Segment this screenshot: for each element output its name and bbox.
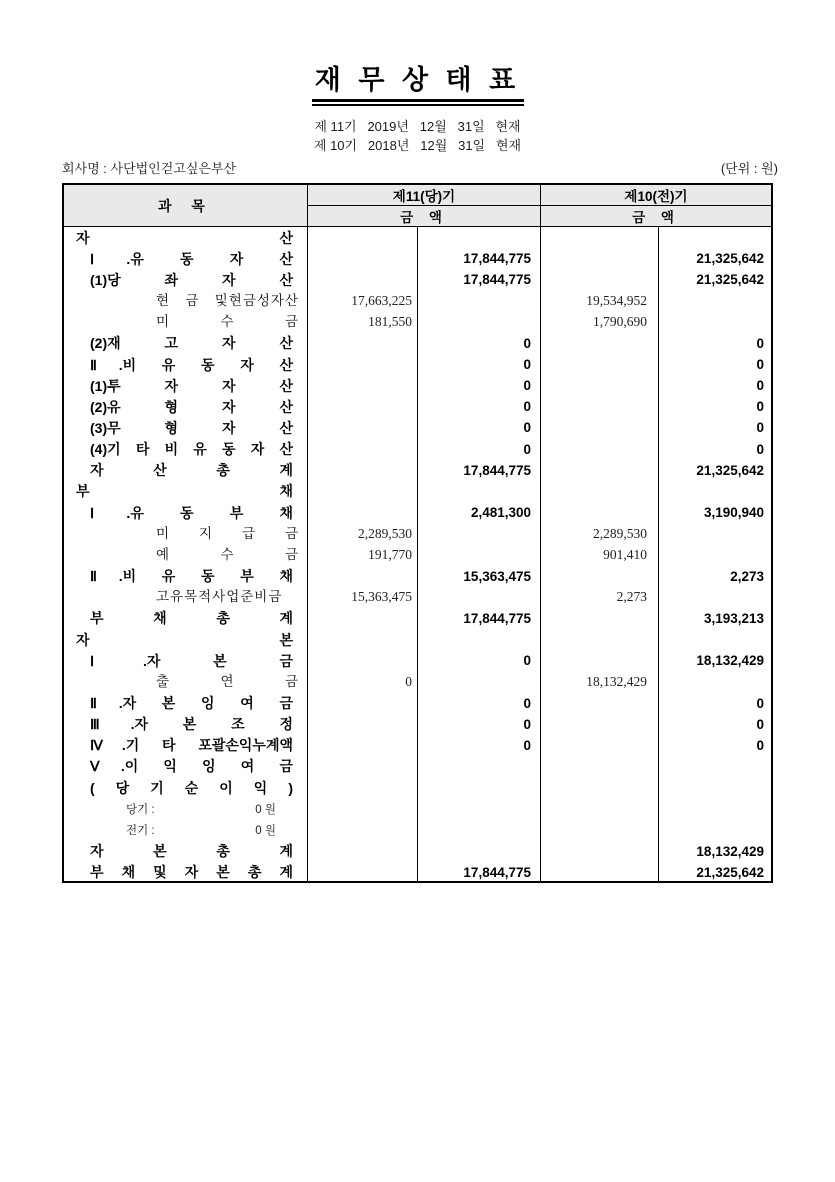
current-detail-cell [308, 692, 418, 713]
account-cell [64, 290, 308, 311]
account-label: Ⅱ.자 본 잉 여 금 [90, 695, 293, 712]
table-row [64, 354, 771, 375]
account-label: Ⅴ.이 익 잉 여 금 [90, 758, 293, 775]
current-detail-cell [308, 375, 418, 396]
current-detail-cell [308, 523, 418, 544]
account-cell [64, 587, 308, 608]
account-label: 부 채 총 계 [90, 610, 293, 627]
current-total-cell [418, 396, 541, 417]
net-income-note [64, 801, 307, 817]
current-detail-cell [308, 502, 418, 523]
prior-total-cell [659, 587, 771, 608]
prior-total-cell [659, 354, 771, 375]
current-detail-cell [308, 862, 418, 883]
table-row [64, 502, 771, 523]
table-row [64, 460, 771, 481]
amount-value: 0 [523, 653, 531, 669]
account-label: (3)무 형 자 산 [90, 419, 293, 436]
prior-period-header: 제10(전)기 [541, 185, 771, 206]
current-total-cell [418, 460, 541, 481]
account-cell [64, 523, 308, 544]
amount-value: 0 [756, 357, 764, 373]
prior-detail-cell [541, 544, 659, 565]
account-cell [64, 333, 308, 354]
account-label: (1)당 좌 자 산 [90, 271, 293, 288]
current-detail-cell [308, 439, 418, 460]
meta-row [62, 158, 778, 177]
prior-detail-cell [541, 417, 659, 438]
account-label: 출 연 금 [156, 673, 299, 689]
prior-period-header-block [541, 185, 771, 226]
amount-value: 17,844,775 [463, 272, 531, 288]
amount-value: 0 [523, 716, 531, 732]
company-name: 회사명 : 사단법인걷고싶은부산 [62, 161, 237, 176]
account-label: Ⅰ.유 동 자 산 [90, 250, 293, 267]
current-total-cell [418, 566, 541, 587]
account-cell [64, 439, 308, 460]
current-detail-cell [308, 544, 418, 565]
current-detail-cell [308, 566, 418, 587]
account-label: 자 본 [76, 631, 293, 648]
amount-value: 191,770 [368, 546, 412, 562]
period-line-current: 제 11기 2019년 12월 31일 현재 [314, 119, 521, 134]
prior-total-cell [659, 396, 771, 417]
table-header [64, 185, 771, 227]
prior-detail-cell [541, 354, 659, 375]
prior-total-cell [659, 439, 771, 460]
prior-total-cell [659, 460, 771, 481]
amount-value: 0 [756, 378, 764, 394]
amount-value: 2,273 [730, 568, 764, 584]
current-detail-cell [308, 841, 418, 862]
prior-total-cell [659, 650, 771, 671]
prior-detail-cell [541, 460, 659, 481]
prior-detail-cell [541, 671, 659, 692]
amount-value: 901,410 [603, 546, 647, 562]
account-cell [64, 312, 308, 333]
current-total-cell [418, 439, 541, 460]
current-detail-cell [308, 671, 418, 692]
current-detail-cell [308, 756, 418, 777]
prior-detail-cell [541, 756, 659, 777]
account-cell [64, 777, 308, 798]
table-row [64, 841, 771, 862]
amount-value: 21,325,642 [696, 864, 764, 880]
current-detail-cell [308, 227, 418, 248]
amount-value: 0 [523, 441, 531, 457]
table-row [64, 650, 771, 671]
account-label: 미 수 금 [156, 314, 299, 330]
prior-total-cell [659, 312, 771, 333]
amount-value: 0 [756, 399, 764, 415]
prior-detail-cell [541, 608, 659, 629]
account-cell [64, 650, 308, 671]
amount-value: 0 [523, 357, 531, 373]
prior-detail-cell [541, 650, 659, 671]
current-detail-cell [308, 333, 418, 354]
account-label: 부 채 [76, 483, 293, 500]
prior-total-cell [659, 692, 771, 713]
amount-value: 181,550 [368, 314, 412, 330]
prior-detail-cell [541, 629, 659, 650]
account-cell [64, 714, 308, 735]
amount-value: 15,363,475 [351, 589, 412, 605]
current-detail-cell [308, 608, 418, 629]
current-detail-cell [308, 312, 418, 333]
current-detail-cell [308, 481, 418, 502]
amount-value: 18,132,429 [586, 673, 647, 689]
account-label: (2)재 고 자 산 [90, 335, 293, 352]
amount-value: 0 [756, 695, 764, 711]
account-cell [64, 819, 308, 840]
account-label: 부 채 및 자 본 총 계 [90, 864, 293, 881]
current-detail-cell [308, 354, 418, 375]
account-label: 미 지 급 금 [156, 525, 299, 541]
table-row [64, 671, 771, 692]
table-row [64, 375, 771, 396]
table-row [64, 544, 771, 565]
prior-total-cell [659, 248, 771, 269]
account-label: 고유목적사업준비금 [156, 589, 283, 605]
account-cell [64, 798, 308, 819]
prior-total-cell [659, 714, 771, 735]
note-value: 0 원 [255, 824, 276, 837]
current-total-cell [418, 629, 541, 650]
table-row [64, 608, 771, 629]
table-row [64, 587, 771, 608]
current-total-cell [418, 650, 541, 671]
amount-value: 17,844,775 [463, 864, 531, 880]
current-total-cell [418, 714, 541, 735]
table-row [64, 523, 771, 544]
current-total-cell [418, 735, 541, 756]
prior-total-cell [659, 608, 771, 629]
amount-value: 0 [756, 737, 764, 753]
amount-value: 2,273 [616, 589, 647, 605]
current-detail-cell [308, 735, 418, 756]
current-total-cell [418, 269, 541, 290]
current-detail-cell [308, 714, 418, 735]
account-cell [64, 692, 308, 713]
amount-value: 0 [523, 378, 531, 394]
prior-detail-cell [541, 777, 659, 798]
prior-detail-cell [541, 566, 659, 587]
prior-amount-header: 금 액 [632, 210, 680, 225]
current-detail-cell [308, 650, 418, 671]
account-cell [64, 566, 308, 587]
account-cell [64, 460, 308, 481]
prior-total-cell [659, 798, 771, 819]
current-total-cell [418, 862, 541, 883]
current-detail-cell [308, 269, 418, 290]
amount-value: 0 [756, 335, 764, 351]
amount-value: 21,325,642 [696, 251, 764, 267]
amount-value: 0 [523, 695, 531, 711]
account-column-header: 과 목 [64, 185, 308, 226]
table-row [64, 798, 771, 819]
table-row [64, 417, 771, 438]
current-total-cell [418, 798, 541, 819]
prior-detail-cell [541, 396, 659, 417]
prior-total-cell [659, 629, 771, 650]
prior-total-cell [659, 777, 771, 798]
account-cell [64, 671, 308, 692]
current-total-cell [418, 290, 541, 311]
amount-value: 1,790,690 [593, 314, 647, 330]
table-row [64, 862, 771, 883]
current-total-cell [418, 608, 541, 629]
account-cell [64, 841, 308, 862]
prior-detail-cell [541, 862, 659, 883]
prior-total-cell [659, 735, 771, 756]
net-income-note [64, 822, 307, 838]
account-cell [64, 417, 308, 438]
prior-detail-cell [541, 841, 659, 862]
table-row [64, 756, 771, 777]
account-label: 현 금 및현금성자산 [156, 293, 299, 309]
prior-total-cell [659, 417, 771, 438]
prior-detail-cell [541, 248, 659, 269]
account-cell [64, 629, 308, 650]
prior-total-cell [659, 671, 771, 692]
account-cell [64, 227, 308, 248]
account-cell [64, 608, 308, 629]
report-period-lines [0, 117, 835, 155]
amount-value: 18,132,429 [696, 843, 764, 859]
amount-value: 21,325,642 [696, 462, 764, 478]
prior-detail-cell [541, 439, 659, 460]
current-detail-cell [308, 587, 418, 608]
prior-detail-cell [541, 523, 659, 544]
account-cell [64, 862, 308, 883]
amount-value: 2,289,530 [593, 525, 647, 541]
prior-detail-cell [541, 269, 659, 290]
account-label: Ⅰ.자 본 금 [90, 652, 293, 669]
current-detail-cell [308, 460, 418, 481]
amount-value: 21,325,642 [696, 272, 764, 288]
prior-detail-cell [541, 714, 659, 735]
table-body [64, 227, 771, 883]
unit-label: (단위 : 원) [720, 161, 778, 176]
current-period-header: 제11(당)기 [308, 185, 540, 206]
current-detail-cell [308, 798, 418, 819]
current-amount-header: 금 액 [400, 210, 448, 225]
prior-detail-cell [541, 290, 659, 311]
amount-value: 3,190,940 [703, 505, 764, 521]
current-total-cell [418, 544, 541, 565]
table-row [64, 735, 771, 756]
account-cell [64, 354, 308, 375]
title-underline-thick [312, 99, 524, 102]
account-cell [64, 396, 308, 417]
account-label: Ⅳ.기 타 포괄손익누계액 [90, 737, 293, 754]
account-cell [64, 756, 308, 777]
account-label: Ⅲ.자 본 조 정 [90, 716, 293, 733]
title-underline-thin [312, 104, 524, 106]
table-row [64, 481, 771, 502]
account-label: (1)투 자 자 산 [90, 377, 293, 394]
prior-detail-cell [541, 481, 659, 502]
current-total-cell [418, 756, 541, 777]
account-label: ( 당 기 순 이 익 ) [90, 779, 293, 796]
table-row [64, 396, 771, 417]
prior-detail-cell [541, 587, 659, 608]
prior-detail-cell [541, 819, 659, 840]
prior-total-cell [659, 819, 771, 840]
prior-total-cell [659, 862, 771, 883]
amount-value: 2,289,530 [358, 525, 412, 541]
note-label: 당기 : [126, 803, 155, 816]
prior-detail-cell [541, 692, 659, 713]
current-period-header-block [308, 185, 541, 226]
table-row [64, 290, 771, 311]
amount-value: 17,663,225 [351, 293, 412, 309]
table-row [64, 312, 771, 333]
current-total-cell [418, 502, 541, 523]
amount-value: 0 [756, 716, 764, 732]
table-row [64, 777, 771, 798]
prior-total-cell [659, 481, 771, 502]
table-row [64, 714, 771, 735]
amount-value: 0 [756, 420, 764, 436]
current-detail-cell [308, 248, 418, 269]
prior-detail-cell [541, 735, 659, 756]
account-cell [64, 544, 308, 565]
account-label: 예 수 금 [156, 546, 299, 562]
amount-value: 3,193,213 [703, 610, 764, 626]
prior-total-cell [659, 333, 771, 354]
table-row [64, 692, 771, 713]
current-total-cell [418, 523, 541, 544]
prior-detail-cell [541, 798, 659, 819]
amount-value: 2,481,300 [470, 505, 531, 521]
table-row [64, 629, 771, 650]
prior-total-cell [659, 502, 771, 523]
prior-total-cell [659, 523, 771, 544]
prior-total-cell [659, 227, 771, 248]
prior-detail-cell [541, 312, 659, 333]
current-total-cell [418, 671, 541, 692]
account-cell [64, 375, 308, 396]
amount-value: 17,844,775 [463, 462, 531, 478]
prior-detail-cell [541, 502, 659, 523]
prior-detail-cell [541, 375, 659, 396]
amount-value: 0 [523, 737, 531, 753]
amount-value: 0 [405, 673, 412, 689]
current-total-cell [418, 481, 541, 502]
current-total-cell [418, 819, 541, 840]
current-detail-cell [308, 417, 418, 438]
table-row [64, 819, 771, 840]
account-label: (4)기 타 비 유 동 자 산 [90, 441, 293, 458]
table-row [64, 248, 771, 269]
account-cell [64, 481, 308, 502]
balance-sheet-table [62, 183, 773, 883]
account-cell [64, 248, 308, 269]
prior-total-cell [659, 375, 771, 396]
current-detail-cell [308, 819, 418, 840]
prior-total-cell [659, 290, 771, 311]
current-detail-cell [308, 396, 418, 417]
amount-value: 17,844,775 [463, 251, 531, 267]
prior-total-cell [659, 269, 771, 290]
account-label: 자 본 총 계 [90, 843, 293, 860]
account-label: 자 산 [76, 229, 293, 246]
current-detail-cell [308, 629, 418, 650]
amount-value: 0 [523, 335, 531, 351]
account-cell [64, 269, 308, 290]
account-cell [64, 735, 308, 756]
current-detail-cell [308, 290, 418, 311]
amount-value: 17,844,775 [463, 610, 531, 626]
title-underline [312, 99, 524, 106]
table-row [64, 227, 771, 248]
account-label: Ⅱ.비 유 동 부 채 [90, 568, 293, 585]
prior-detail-cell [541, 333, 659, 354]
table-row [64, 439, 771, 460]
table-row [64, 269, 771, 290]
prior-total-cell [659, 566, 771, 587]
amount-value: 0 [523, 420, 531, 436]
table-row [64, 333, 771, 354]
amount-value: 15,363,475 [463, 568, 531, 584]
title-block [0, 63, 835, 106]
page-title: 재 무 상 태 표 [314, 65, 521, 95]
current-total-cell [418, 354, 541, 375]
current-total-cell [418, 248, 541, 269]
prior-total-cell [659, 841, 771, 862]
current-total-cell [418, 841, 541, 862]
current-total-cell [418, 375, 541, 396]
prior-detail-cell [541, 227, 659, 248]
amount-value: 0 [756, 441, 764, 457]
current-total-cell [418, 227, 541, 248]
current-total-cell [418, 692, 541, 713]
note-label: 전기 : [126, 824, 155, 837]
current-total-cell [418, 417, 541, 438]
current-detail-cell [308, 777, 418, 798]
period-line-prior: 제 10기 2018년 12월 31일 현재 [313, 138, 522, 153]
current-total-cell [418, 333, 541, 354]
current-total-cell [418, 587, 541, 608]
current-total-cell [418, 777, 541, 798]
account-label: (2)유 형 자 산 [90, 398, 293, 415]
prior-total-cell [659, 756, 771, 777]
account-cell [64, 502, 308, 523]
account-label: 자 산 총 계 [90, 462, 293, 479]
prior-total-cell [659, 544, 771, 565]
current-total-cell [418, 312, 541, 333]
account-label: Ⅱ.비 유 동 자 산 [90, 356, 293, 373]
amount-value: 19,534,952 [586, 293, 647, 309]
amount-value: 18,132,429 [696, 653, 764, 669]
note-value: 0 원 [255, 803, 276, 816]
account-label: Ⅰ.유 동 부 채 [90, 504, 293, 521]
amount-value: 0 [523, 399, 531, 415]
table-row [64, 566, 771, 587]
